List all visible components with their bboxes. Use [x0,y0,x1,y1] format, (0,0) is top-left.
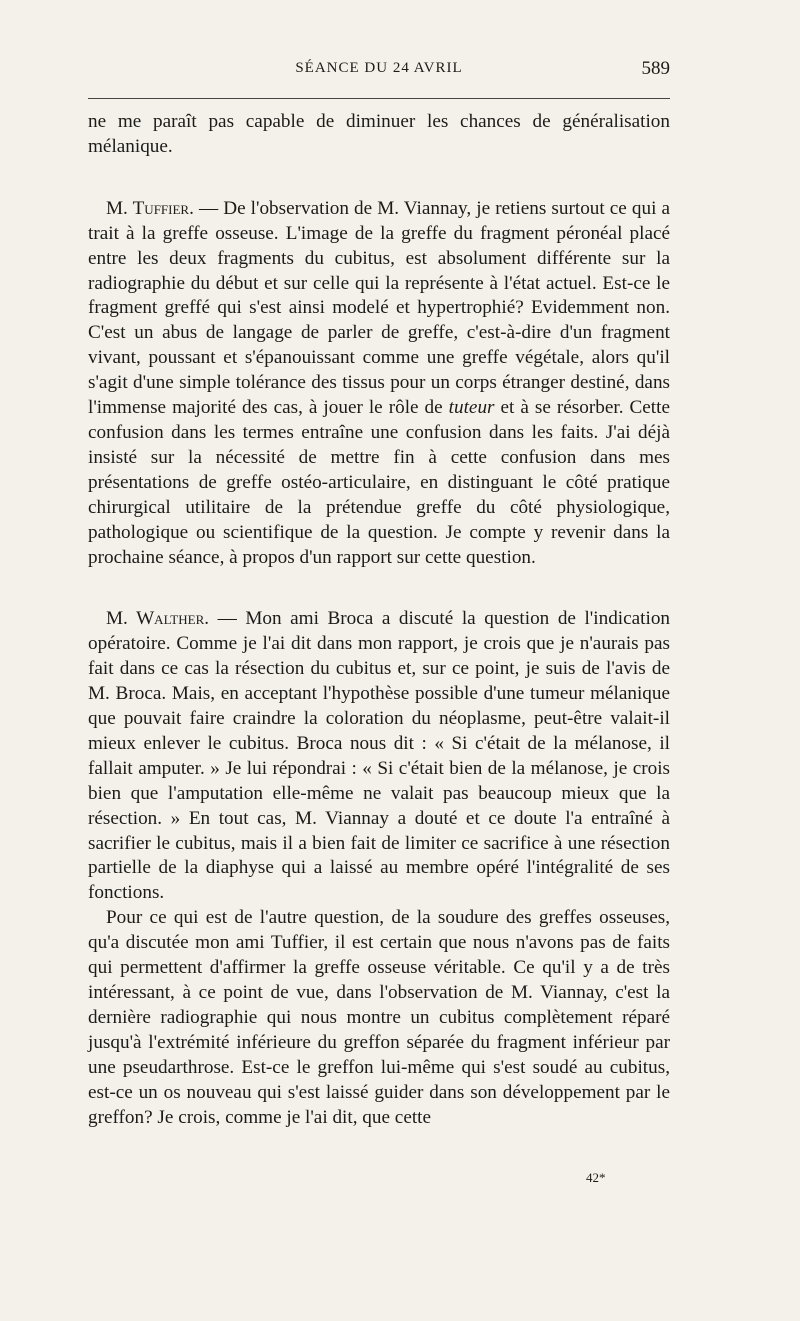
paragraph-walther-continued: Pour ce qui est de l'autre question, de la soudure des greffes osseuses, qu'a discutée mon ami Tuffier, il est certain que nous n'avons pas de faits qui permettent d'affirmer la greffe osseuse véritable. Ce qu'il y a de très intéressant, à ce point de vue, dans l'observation de M. Viannay, c'est la dernière radiographie qui nous montre un cubitus complètement réparé jusqu'à l'extrémité inférieure du greffon séparée du fragment inférieur par une pseudarthrose. Est-ce le greffon lui-même qui s'est soudé au cubitus, est-ce un os nouveau qui s'est laissé guider dans son développement par le greffon? Je crois, comme je l'ai dit, que cette [88,907,670,1128]
speaker-name: M. Tuffier. [106,197,194,219]
body-text [88,110,670,1130]
page-number: 589 [641,58,670,79]
speaker-name: M. Walther. [106,608,210,630]
signature-mark: 42* [586,1170,606,1185]
header-rule [88,98,670,99]
paragraph-tuffier [88,197,670,571]
page-header [88,58,670,88]
paragraph-text: — Mon ami Broca a discuté la question de l'indication opératoire. Comme je l'ai dit dans mon rapport, je crois que je n'aurais pas fait dans ce cas la résection du cubitus et, sur ce point, je suis de l'avis de M. Broca. Mais, en acceptant l'hypothèse possible d'une tumeur mélanique que pouvait faire craindre la coloration du néoplasme, peut-être valait-il mieux enlever le cubitus. Broca nous dit : « Si c'était de la mélanose, il fallait amputer. » Je lui répondrai : « Si c'était bien de la mélanose, je crois bien que l'amputation elle-même ne valait pas beaucoup mieux que la résection. » En tout cas, M. Viannay a douté et ce doute l'a entraîné à sacrifier le cubitus, mais il a bien fait de limiter ce sacrifice à une résection partielle de la diaphyse qui a laissé au membre opéré l'intégralité de ses fonctions. [88,608,671,904]
running-head: SÉANCE DU 24 AVRIL [295,60,463,76]
paragraph-text: — De l'observation de M. Viannay, je retiens surtout ce qui a trait à la greffe osseuse. L'image de la greffe du fragment péronéal placé entre les deux fragments du cubitus, est absolument différente sur la radiographie du début et sur celle qui la représente à l'état actuel. Est-ce le fragment greffé qui s'est ainsi modelé et hypertrophié? Evidemment non. C'est un abus de langage de parler de greffe, c'est-à-dire d'un fragment vivant, poussant et s'épanouissant comme une greffe végétale, alors qu'il s'agit d'une simple tolérance des tissus pour un corps étranger destiné, dans l'immense majorité des cas, à jouer le rôle de [88,197,670,419]
paragraph-walther [88,607,670,906]
paragraph-text: et à se résorber. Cette confusion dans les termes entraîne une confusion dans les faits. J'ai déjà insisté sur la nécessité de mettre fin à cette confusion dans mes présentations de greffe ostéo-articulaire, en distinguant le côté pratique chirurgical utilitaire de la prétendue greffe du côté physiologique, pathologique ou scientifique de la question. Je compte y revenir dans la prochaine séance, à propos d'un rapport sur cette question. [88,397,670,568]
paragraph-continuation: ne me paraît pas capable de diminuer les chances de généralisation mélanique. [88,111,670,157]
emphasized-word: tuteur [448,397,495,419]
